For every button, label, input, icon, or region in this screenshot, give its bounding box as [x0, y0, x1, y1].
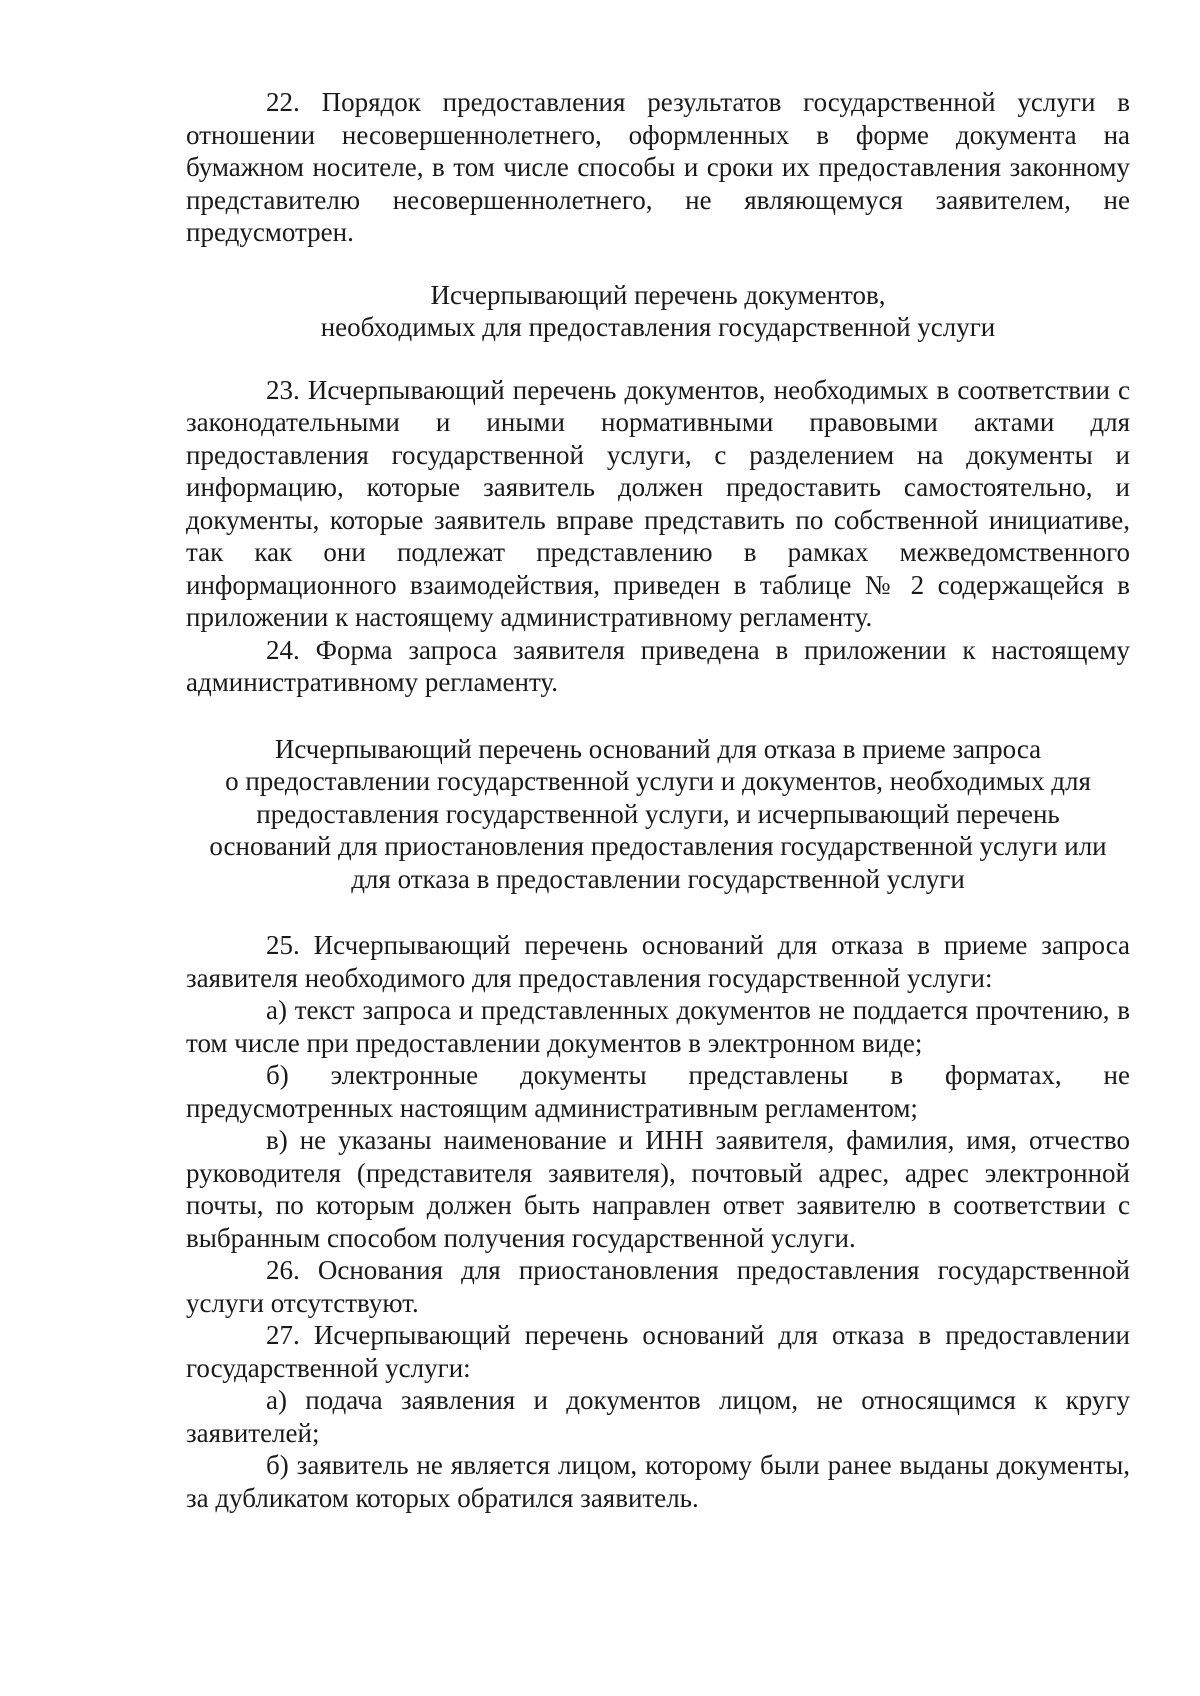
paragraph-25-item-c: в) не указаны наименование и ИНН заявителя, фамилия, имя, отчество руководителя (представителя заявителя), почтовый адрес, адрес электронной почты, по которым должен быть направлен ответ заявителю в соответствии с выбранным способом получения государственной услуги. — [186, 1125, 1130, 1253]
heading-line: о предоставлении государственной услуги и документов, необходимых для — [225, 766, 1091, 796]
paragraph-25-item-b: б) электронные документы представлены в форматах, не предусмотренных настоящим административным регламентом; — [186, 1060, 1130, 1123]
heading-line: предоставления государственной услуги, и исчерпывающий перечень — [256, 798, 1060, 829]
paragraph-22: 22. Порядок предоставления результатов государственной услуги в отношении несовершеннолетнего, оформленных в форме документа на бумажном носителе, в том числе способы и сроки их предоставления законному представителю несовершеннолетнего, не являющемуся заявителем, не предусмотрен. — [186, 87, 1130, 247]
section-heading-documents — [186, 279, 1130, 344]
paragraph-25-item-a: а) текст запроса и представленных документов не поддается прочтению, в том числе при предоставлении документов в электронном виде; — [186, 995, 1130, 1058]
paragraph-24: 24. Форма запроса заявителя приведена в приложении к настоящему административному регламенту. — [186, 634, 1130, 697]
paragraph-27: 27. Исчерпывающий перечень оснований для отказа в предоставлении государственной услуги: — [186, 1320, 1130, 1383]
paragraph-25: 25. Исчерпывающий перечень оснований для отказа в приеме запроса заявителя необходимого для предоставления государственной услуги: — [186, 930, 1130, 993]
paragraph-27-item-a: а) подача заявления и документов лицом, не относящимся к кругу заявителей; — [186, 1385, 1130, 1448]
paragraph-26: 26. Основания для приостановления предоставления государственной услуги отсутствуют. — [186, 1255, 1130, 1318]
paragraph-27-item-b: б) заявитель не является лицом, которому были ранее выданы документы, за дубликатом которых обратился заявитель. — [186, 1450, 1130, 1513]
heading-line: необходимых для предоставления государственной услуги — [320, 312, 996, 342]
document-page — [186, 86, 1130, 1514]
heading-line: Исчерпывающий перечень документов, — [430, 279, 886, 310]
paragraph-23: 23. Исчерпывающий перечень документов, необходимых в соответствии с законодательными и иными нормативными правовыми актами для предоставления государственной услуги, с разделением на документы и информацию, которые заявитель должен предоставить самостоятельно, и документы, которые заявитель вправе представить по собственной инициативе, так как они подлежат представлению в рамках межведомственного информационного взаимодействия, приведен в таблице № 2 содержащейся в приложении к настоящему административному регламенту. — [186, 374, 1130, 632]
heading-line: оснований для приостановления предоставления государственной услуги или — [209, 831, 1107, 861]
heading-line: Исчерпывающий перечень оснований для отказа в приеме запроса — [274, 733, 1042, 764]
heading-line: для отказа в предоставлении государственной услуги — [351, 863, 965, 894]
section-heading-refusal-grounds — [186, 733, 1130, 896]
